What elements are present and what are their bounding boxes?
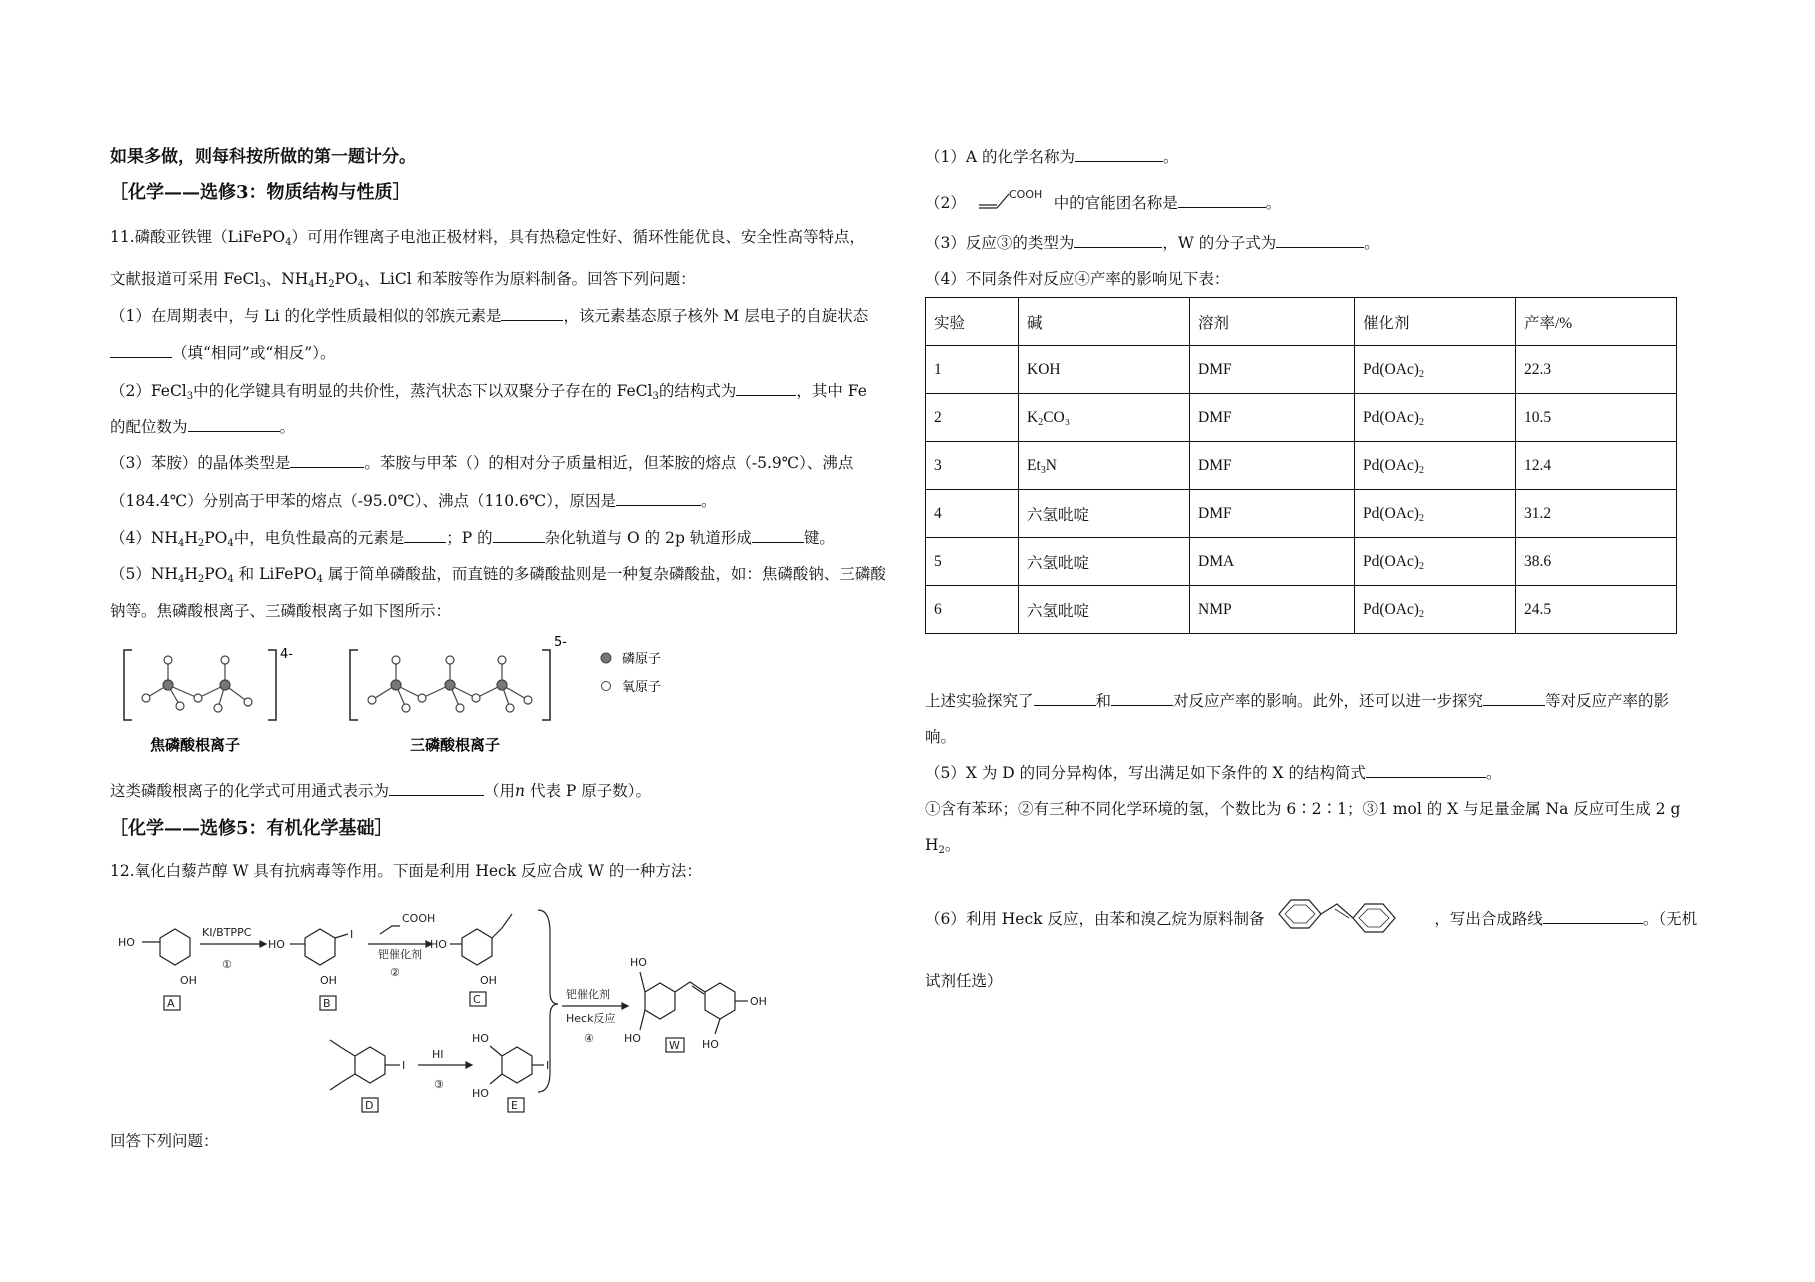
q11-part4: $(4)NH_4H_2PO_4$中，电负性最高的元素是 ；P 的 杂化轨道与 O 的 2p 轨道形成 键。 xyxy=(110,529,835,549)
table-header: 产率/% xyxy=(1516,298,1677,346)
table-header-row xyxy=(926,298,1677,346)
svg-text:③: ③ xyxy=(434,1078,444,1091)
table-cell-solvent: DMF xyxy=(1190,442,1355,490)
table-cell-catalyst: $Pd(OAc)_2$ xyxy=(1355,442,1516,490)
q11-intro-line2: 文献报道可采用 FeCl$_3$、$NH_4H_2PO_4$、LiCl 和苯胺等作为原料制备。回答下列问题： xyxy=(110,270,696,290)
yield-table xyxy=(925,297,1677,634)
table-cell-solvent: DMA xyxy=(1190,538,1355,586)
svg-text:HO: HO xyxy=(268,938,285,951)
answer-blank[interactable] xyxy=(1276,233,1364,248)
svg-text:钯催化剂: 钯催化剂 xyxy=(378,948,422,961)
answer-blank[interactable] xyxy=(110,343,172,358)
table-cell-experiment: 1 xyxy=(926,346,1019,394)
svg-text:HO: HO xyxy=(118,936,135,949)
answer-blank[interactable] xyxy=(1074,233,1162,248)
table-row xyxy=(926,394,1677,442)
svg-text:HO: HO xyxy=(472,1087,489,1100)
svg-text:HO: HO xyxy=(430,938,447,951)
answer-blank[interactable] xyxy=(501,306,563,321)
svg-text:W: W xyxy=(669,1039,680,1052)
table-cell-solvent: DMF xyxy=(1190,394,1355,442)
answer-blank[interactable] xyxy=(616,491,701,506)
svg-text:4-: 4- xyxy=(280,647,293,662)
section-title-structure: ［化学——选修3：物质结构与性质］ xyxy=(110,182,411,203)
svg-text:D: D xyxy=(365,1099,374,1112)
svg-text:C: C xyxy=(473,993,481,1006)
svg-text:OH: OH xyxy=(320,974,337,987)
svg-text:I: I xyxy=(402,1059,406,1072)
synthesis-scheme-figure xyxy=(110,892,790,1117)
acrylic-acid-structure xyxy=(971,188,1049,212)
table-cell-yield: 12.4 xyxy=(1516,442,1677,490)
table-cell-solvent: NMP xyxy=(1190,586,1355,634)
svg-text:HO: HO xyxy=(472,1032,489,1045)
table-cell-experiment: 6 xyxy=(926,586,1019,634)
q11-intro-line1: 11.磷酸亚铁锂（LiFePO$_4$）可用作锂离子电池正极材料，具有热稳定性好、循环性能优良、安全性高等特点， xyxy=(110,228,866,248)
svg-text:磷原子: 磷原子 xyxy=(622,652,662,667)
table-row xyxy=(926,442,1677,490)
svg-text:④: ④ xyxy=(584,1032,594,1045)
svg-text:HO: HO xyxy=(702,1038,719,1051)
svg-text:A: A xyxy=(167,997,175,1010)
table-cell-base: 六氢吡啶 xyxy=(1019,586,1190,634)
q12-part6: （6）利用 Heck 反应，由苯和溴乙烷为原料制备 ，写出合成路线 。（无机 xyxy=(925,888,1697,940)
q12-part6-cont: 试剂任选） xyxy=(925,972,1003,990)
answer-blank[interactable] xyxy=(752,528,804,543)
table-row xyxy=(926,586,1677,634)
svg-text:I: I xyxy=(546,1059,550,1072)
table-cell-yield: 31.2 xyxy=(1516,490,1677,538)
table-cell-base: $Et_3N$ xyxy=(1019,442,1190,490)
svg-text:OH: OH xyxy=(750,995,767,1008)
table-header: 溶剂 xyxy=(1190,298,1355,346)
table-header: 催化剂 xyxy=(1355,298,1516,346)
q11-part5-line3: 这类磷酸根离子的化学式可用通式表示为 （用n 代表 P 原子数）。 xyxy=(110,782,651,800)
table-cell-yield: 38.6 xyxy=(1516,538,1677,586)
svg-text:5-: 5- xyxy=(554,635,567,650)
q12-part4-intro: （4）不同条件对反应④产率的影响见下表： xyxy=(925,270,1230,288)
answer-blank[interactable] xyxy=(1075,147,1163,162)
table-cell-catalyst: $Pd(OAc)_2$ xyxy=(1355,490,1516,538)
table-cell-catalyst: $Pd(OAc)_2$ xyxy=(1355,394,1516,442)
answer-blank[interactable] xyxy=(1543,909,1643,924)
svg-text:Heck反应: Heck反应 xyxy=(566,1012,616,1025)
svg-text:HO: HO xyxy=(630,956,647,969)
answer-blank[interactable] xyxy=(1034,691,1096,706)
svg-text:COOH: COOH xyxy=(402,912,436,925)
phosphate-ions-figure xyxy=(110,630,670,760)
table-row xyxy=(926,346,1677,394)
table-cell-base: $K_2CO_3$ xyxy=(1019,394,1190,442)
svg-text:三磷酸根离子: 三磷酸根离子 xyxy=(410,736,501,754)
table-cell-yield: 22.3 xyxy=(1516,346,1677,394)
svg-text:E: E xyxy=(511,1099,518,1112)
table-row xyxy=(926,538,1677,586)
table-cell-base: 六氢吡啶 xyxy=(1019,490,1190,538)
q12-part5: （5）X 为 D 的同分异构体，写出满足如下条件的 X 的结构简式 。 xyxy=(925,764,1502,782)
svg-text:OH: OH xyxy=(480,974,497,987)
table-cell-catalyst: $Pd(OAc)_2$ xyxy=(1355,586,1516,634)
answer-blank[interactable] xyxy=(1111,691,1173,706)
notice-text: 如果多做，则每科按所做的第一题计分。 xyxy=(110,147,416,167)
svg-text:①: ① xyxy=(222,958,232,971)
svg-text:钯催化剂: 钯催化剂 xyxy=(566,988,610,1001)
q11-part3-line1: （3）苯胺）的晶体类型是 。苯胺与甲苯（）的相对分子质量相近，但苯胺的熔点（-5.9℃）、沸点 xyxy=(110,454,854,472)
table-cell-solvent: DMF xyxy=(1190,346,1355,394)
q12-answer-prompt: 回答下列问题： xyxy=(110,1132,219,1150)
answer-blank[interactable] xyxy=(736,381,796,396)
svg-text:HO: HO xyxy=(624,1032,641,1045)
q11-part2-line1: （2）FeCl$_3$中的化学键具有明显的共价性，蒸汽状态下以双聚分子存在的 FeCl$_3$的结构式为 ，其中 Fe xyxy=(110,382,867,402)
table-cell-catalyst: $Pd(OAc)_2$ xyxy=(1355,346,1516,394)
q11-part3-line2: （184.4℃）分别高于甲苯的熔点（-95.0℃）、沸点（110.6℃），原因是 。 xyxy=(110,492,717,510)
svg-text:②: ② xyxy=(390,966,400,979)
q12-part5-conditions-cont: $H_2$。 xyxy=(925,836,961,856)
stilbene-structure xyxy=(1269,888,1429,940)
section-title-organic: ［化学——选修5：有机化学基础］ xyxy=(110,818,393,839)
table-cell-solvent: DMF xyxy=(1190,490,1355,538)
table-cell-yield: 24.5 xyxy=(1516,586,1677,634)
answer-blank[interactable] xyxy=(1483,691,1545,706)
q11-part1-line1: （1）在周期表中，与 Li 的化学性质最相似的邻族元素是 ，该元素基态原子核外 M 层电子的自旋状态 xyxy=(110,307,869,325)
answer-blank[interactable] xyxy=(188,417,280,432)
svg-text:HI: HI xyxy=(432,1048,444,1061)
q12-part2: （2） COOH 中的官能团名称是 。 xyxy=(925,188,1282,212)
table-cell-catalyst: $Pd(OAc)_2$ xyxy=(1355,538,1516,586)
answer-blank[interactable] xyxy=(493,528,545,543)
svg-text:B: B xyxy=(323,997,331,1010)
svg-text:COOH: COOH xyxy=(1008,188,1043,201)
table-header: 碱 xyxy=(1019,298,1190,346)
q12-part4-question: 上述实验探究了 和 对反应产率的影响。此外，还可以进一步探究 等对反应产率的影 xyxy=(925,692,1670,710)
answer-blank[interactable] xyxy=(1178,193,1266,208)
q12-part3: （3）反应③的类型为 ，W 的分子式为 。 xyxy=(925,234,1380,252)
q11-part5-line1: $(5)NH_4H_2PO_4$ 和 LiFePO$_4$ 属于简单磷酸盐，而直链的多磷酸盐则是一种复杂磷酸盐，如：焦磷酸钠、三磷酸 xyxy=(110,565,886,585)
answer-blank[interactable] xyxy=(404,528,446,543)
table-cell-base: KOH xyxy=(1019,346,1190,394)
q12-part1: （1）A 的化学名称为 。 xyxy=(925,148,1179,166)
svg-text:KI/BTPPC: KI/BTPPC xyxy=(202,926,252,939)
q12-intro: 12.氧化白藜芦醇 W 具有抗病毒等作用。下面是利用 Heck 反应合成 W 的一种方法： xyxy=(110,862,702,880)
table-cell-base: 六氢吡啶 xyxy=(1019,538,1190,586)
svg-text:OH: OH xyxy=(180,974,197,987)
table-cell-experiment: 2 xyxy=(926,394,1019,442)
table-cell-experiment: 3 xyxy=(926,442,1019,490)
q12-part5-conditions: ①含有苯环；②有三种不同化学环境的氢，个数比为 6∶2∶1；③1 mol 的 X 与足量金属 Na 反应可生成 2 g xyxy=(925,800,1681,818)
table-header: 实验 xyxy=(926,298,1019,346)
answer-blank[interactable] xyxy=(389,781,484,796)
table-row xyxy=(926,490,1677,538)
q11-part1-line2: （填“相同”或“相反”）。 xyxy=(110,342,335,364)
svg-text:焦磷酸根离子: 焦磷酸根离子 xyxy=(150,736,241,754)
table-cell-yield: 10.5 xyxy=(1516,394,1677,442)
svg-text:I: I xyxy=(350,928,354,941)
answer-blank[interactable] xyxy=(1366,763,1486,778)
q11-part5-line2: 钠等。焦磷酸根离子、三磷酸根离子如下图所示： xyxy=(110,602,452,620)
table-cell-experiment: 4 xyxy=(926,490,1019,538)
svg-text:氧原子: 氧原子 xyxy=(622,680,662,695)
table-cell-experiment: 5 xyxy=(926,538,1019,586)
answer-blank[interactable] xyxy=(290,453,364,468)
q11-part2-line2: 的配位数为 。 xyxy=(110,418,296,436)
q12-part4-question-cont: 响。 xyxy=(925,728,957,746)
